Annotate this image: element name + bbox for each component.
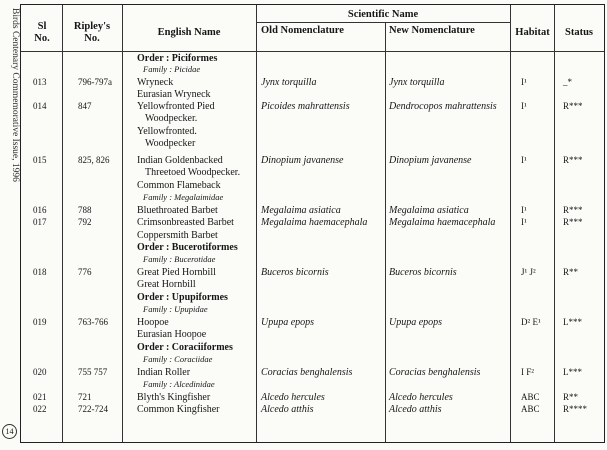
- old-nomenclature: Megalaima haemacephala: [261, 217, 368, 228]
- col-divider: [122, 5, 123, 442]
- sl-number: 017: [33, 217, 47, 227]
- status: R**: [563, 267, 579, 277]
- english-name: Woodpecker: [145, 138, 196, 149]
- status: R***: [563, 101, 583, 111]
- bird-table: [20, 4, 605, 443]
- old-nomenclature: Coracias benghalensis: [261, 367, 353, 378]
- col-divider: [256, 5, 257, 442]
- habitat: I¹: [521, 77, 527, 87]
- page-number: 14: [2, 424, 17, 439]
- habitat: I¹: [521, 155, 527, 165]
- habitat: ABC: [521, 392, 540, 402]
- header-divider: [21, 51, 604, 52]
- old-nomenclature: Jynx torquilla: [261, 77, 317, 88]
- sl-number: 016: [33, 205, 47, 215]
- ripley-number: 776: [78, 267, 92, 277]
- status: R***: [563, 155, 583, 165]
- ripley-number: 847: [78, 101, 92, 111]
- status: L***: [563, 317, 582, 327]
- english-name: Bluethroated Barbet: [137, 205, 218, 216]
- english-name: Threetoed Woodpecker.: [145, 167, 241, 178]
- ripley-number: 722-724: [78, 404, 108, 414]
- new-nomenclature: Jynx torquilla: [389, 77, 445, 88]
- ripley-number: 825, 826: [78, 155, 110, 165]
- habitat: I¹: [521, 101, 527, 111]
- status: R***: [563, 205, 583, 215]
- habitat: I F²: [521, 367, 534, 377]
- col-divider: [385, 22, 386, 442]
- english-name: Yellowfronted.: [137, 126, 197, 137]
- new-nomenclature: Buceros bicornis: [389, 267, 457, 278]
- status: R****: [563, 404, 588, 414]
- old-nomenclature: Picoides mahrattensis: [261, 101, 350, 112]
- habitat: J¹ J²: [521, 267, 536, 277]
- new-nomenclature: Alcedo atthis: [389, 404, 442, 415]
- sl-number: 020: [33, 367, 47, 377]
- old-nomenclature: Dinopium javanense: [261, 155, 344, 166]
- new-nomenclature: Dendrocopos mahrattensis: [389, 101, 497, 112]
- english-name: Yellowfronted Pied: [137, 101, 215, 112]
- header-new: New Nomenclature: [389, 25, 475, 36]
- old-nomenclature: Alcedo hercules: [261, 392, 325, 403]
- ripley-number: 721: [78, 392, 92, 402]
- old-nomenclature: Buceros bicornis: [261, 267, 329, 278]
- sl-number: 019: [33, 317, 47, 327]
- english-name: Common Kingfisher: [137, 404, 220, 415]
- header-status: Status: [564, 27, 593, 38]
- new-nomenclature: Megalaima haemacephala: [389, 217, 496, 228]
- col-divider: [510, 5, 511, 442]
- header-old: Old Nomenclature: [261, 25, 344, 36]
- english-name: Coppersmith Barbet: [137, 230, 218, 241]
- english-name: Eurasian Hoopoe: [137, 329, 207, 340]
- ripley-number: 763-766: [78, 317, 108, 327]
- status: R***: [563, 217, 583, 227]
- habitat: I¹: [521, 217, 527, 227]
- sl-number: 018: [33, 267, 47, 277]
- page-spine: [0, 0, 20, 450]
- new-nomenclature: Dinopium javanense: [389, 155, 472, 166]
- sl-number: 013: [33, 77, 47, 87]
- order-heading: Order : Coraciiformes: [137, 342, 233, 353]
- ripley-number: 788: [78, 205, 92, 215]
- english-name: Great Hornbill: [137, 279, 196, 290]
- order-heading: Order : Upupiformes: [137, 292, 228, 303]
- ripley-number: 755 757: [78, 367, 108, 377]
- sl-number: 015: [33, 155, 47, 165]
- spine-title: Birds Centenary Commemorative Issue, 1996: [10, 8, 20, 182]
- ripley-number: 796-797a: [78, 77, 112, 87]
- new-nomenclature: Megalaima asiatica: [389, 205, 469, 216]
- header-sl: Sl No.: [34, 21, 50, 44]
- header-ripley: Ripley's No.: [73, 21, 111, 44]
- english-name: Woodpecker.: [145, 113, 198, 124]
- order-heading: Order : Piciformes: [137, 53, 218, 64]
- header-habitat: Habitat: [515, 27, 550, 38]
- header-sub-divider: [256, 22, 510, 23]
- sl-number: 014: [33, 101, 47, 111]
- english-name: Indian Roller: [137, 367, 191, 378]
- old-nomenclature: Megalaima asiatica: [261, 205, 341, 216]
- english-name: Great Pied Hornbill: [137, 267, 216, 278]
- old-nomenclature: Alcedo atthis: [261, 404, 314, 415]
- english-name: Crimsonbreasted Barbet: [137, 217, 234, 228]
- family-heading: Family : Upupidae: [143, 304, 208, 314]
- english-name: Common Flameback: [137, 180, 221, 191]
- english-name: Wryneck: [137, 77, 174, 88]
- status: R**: [563, 392, 579, 402]
- english-name: Hoopoe: [137, 317, 169, 328]
- family-heading: Family : Coraciidae: [143, 354, 213, 364]
- order-heading: Order : Bucerotiformes: [137, 242, 238, 253]
- new-nomenclature: Coracias benghalensis: [389, 367, 481, 378]
- col-divider: [554, 5, 555, 442]
- habitat: ABC: [521, 404, 540, 414]
- english-name: Indian Goldenbacked: [137, 155, 223, 166]
- status: _*: [563, 77, 572, 87]
- sl-number: 021: [33, 392, 47, 402]
- sl-number: 022: [33, 404, 47, 414]
- ripley-number: 792: [78, 217, 92, 227]
- family-heading: Family : Picidae: [143, 64, 201, 74]
- habitat: I¹: [521, 205, 527, 215]
- header-english: English Name: [157, 27, 221, 38]
- family-heading: Family : Megalaimidae: [143, 192, 224, 202]
- habitat: D² E¹: [521, 317, 541, 327]
- english-name: Blyth's Kingfisher: [137, 392, 211, 403]
- new-nomenclature: Upupa epops: [389, 317, 443, 328]
- header-scientific: Scientific Name: [347, 9, 419, 20]
- family-heading: Family : Bucerotidae: [143, 254, 216, 264]
- col-divider: [62, 5, 63, 442]
- old-nomenclature: Upupa epops: [261, 317, 315, 328]
- family-heading: Family : Alcedinidae: [143, 379, 215, 389]
- status: L***: [563, 367, 582, 377]
- new-nomenclature: Alcedo hercules: [389, 392, 453, 403]
- english-name: Eurasian Wryneck: [137, 89, 211, 100]
